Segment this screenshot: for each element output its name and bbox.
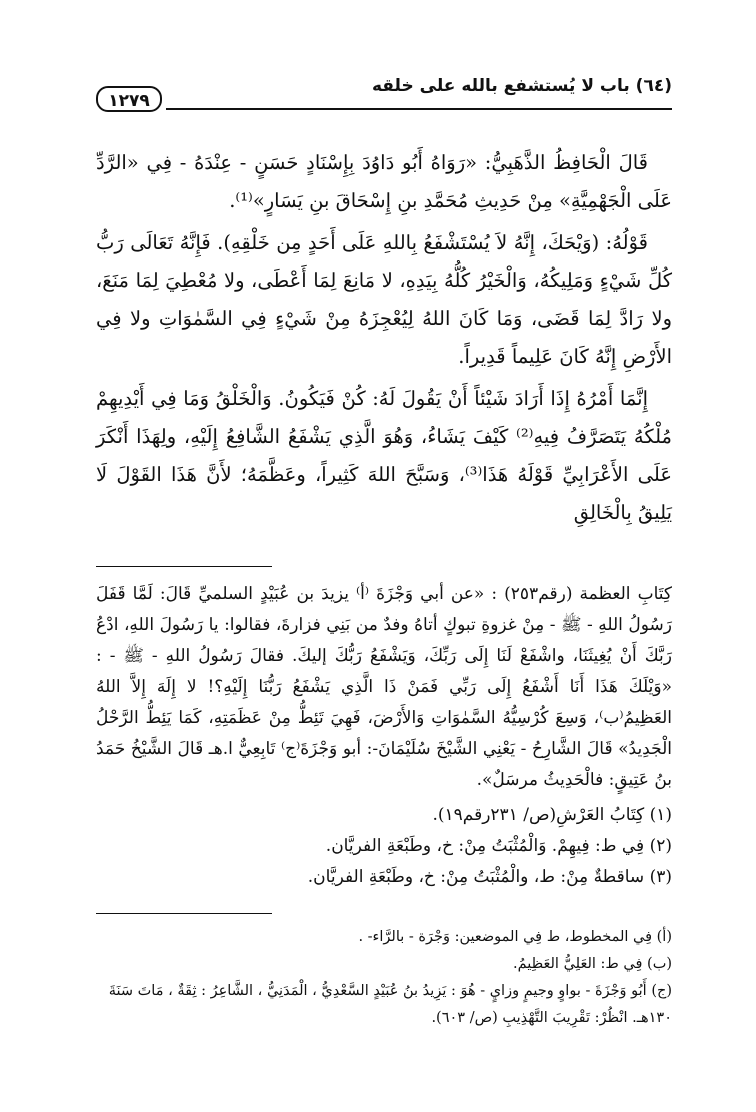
footnote-continuation [96,579,672,796]
footnote-1: (١) كِتَابُ العَرْشِ(ص/ ٢٣١رقم١٩). [432,805,672,825]
footnote-continuation-text: كِتَابِ العظمة (رقم٢٥٣) : «عن أبي وَجْزَةَ ⁽أ⁾ يزيدَ بن عُبَيْدٍ السلميِّ قَالَ: لَمَّا قَفَلَ رَسُولُ اللهِ - ﷺ - مِنْ غزوةِ تبوكٍ أتاهُ وفدٌ من بَنِي فزارةَ، فقالوا: يا رَسُولَ اللهِ، ادْعُ رَبَّكَ أَنْ يُغِيثَنَا، واشْفَعْ لَنَا إِلَى رَبِّكَ، وَيَشْفَعُ رَبُّكَ إليكَ. فقالَ رَسُولُ اللهِ - ﷺ - : «وَيْلَكَ هَذَا أَنَا أَشْفَعُ إِلَى رَبِّي فَمَنْ ذَا الَّذِي يَشْفَعُ رَبُّنَا إِلَيْهِ؟! لا إِلَهَ إِلاَّ اللهُ العَظِيمُ⁽ب⁾، وَسِعَ كُرْسِيُّهُ السَّمٰوَاتِ وَالأَرْضَ، فَهِيَ تَئِطُّ مِنْ عَظَمَتِهِ، كَمَا يَئِطُّ الرَّحْلُ الْجَدِيدُ» قَالَ الشَّارِحُ - يَعْنِي الشَّيْخَ سُلَيْمَانَ-: أبو وَجْزَةَ⁽ج⁾ تَابِعِيٌّ ا.هـ قَالَ الشَّيْخُ حَمَدُ بنُ عَتِيقٍ: فالْحَدِيثُ مرسَلٌ». [96,584,672,790]
book-page [96,68,672,1032]
editor-note-c: (ج) أَبُو وَجْزَةَ - بواوٍ وجيمٍ وزايٍ - هُوَ : يَزِيدُ بنُ عُبَيْدٍ السَّعْدِيُّ ، الْمَدَنِيُّ ، الشَّاعِرُ : ثِقَةٌ ، مَاتَ سَنَةَ [108,983,672,999]
footnote-3: (٣) ساقطةٌ مِنْ: ط، والْمُثْبَتُ مِنْ: خ، وطَبْعَةِ الفريَّان. [307,867,672,887]
footnotes-list [96,800,672,893]
main-text [96,144,672,532]
chapter-title: (٦٤) باب لا يُستشفع بالله على خلقه [372,76,672,96]
footnote-2: (٢) فِي ط: فِيهِمْ. وَالْمُثْبَتُ مِنْ: خ، وطَبْعَةِ الفريَّان. [325,836,672,856]
editor-notes-separator [96,913,272,914]
editor-notes [96,924,672,1032]
footnote-separator [96,566,272,567]
paragraph-1: قَالَ الْحَافِظُ الذَّهَبِيُّ: «رَوَاهُ أَبُو دَاوُدَ بِإِسْنَادٍ حَسَنٍ - عِنْدَهُ - فِي «الرَّدِّ عَلَى الْجَهْمِيَّةِ» مِنْ حَدِيثِ مُحَمَّدِ بنِ إِسْحَاقَ بنِ يَسَارٍ»⁽¹⁾. [96,151,672,212]
page-header [96,68,672,116]
paragraph-3: إِنَّمَا أَمْرُهُ إِذَا أَرَادَ شَيْئاً أَنْ يَقُولَ لَهُ: كُنْ فَيَكُونُ. وَالْخَلْقُ وَمَا فِي أَيْدِيهِمْ مُلْكُهُ يَتَصَرَّفُ فِيهِ⁽²⁾ كَيْفَ يَشَاءُ، وَهُوَ الَّذِي يَشْفَعُ الشَّافِعُ إِلَيْهِ، ولِهَذَا أَنْكَرَ عَلَى الأَعْرَابِيِّ قَوْلَهُ هَذَا⁽³⁾، وَسَبَّحَ اللهَ كَثِيراً، وعَظَّمَهُ؛ لأَنَّ هَذَا القَوْلَ لَا يَلِيقُ بِالْخَالِقِ [96,387,672,524]
editor-note-c-continued: ١٣٠هـ. انْظُرْ: تَقْرِيبَ التَّهْذِيبِ (ص/ ٦٠٣). [431,1010,672,1026]
editor-note-b: (ب) فِي ط: العَلِيُّ العَظِيمُ. [512,956,672,972]
page-number: ١٢٧٩ [96,86,162,112]
editor-note-a: (أ) فِي المخطوط، ط فِي الموضعين: وَجْرَة - بالرَّاء- . [358,929,672,945]
header-rule [166,108,672,110]
paragraph-2: قَوْلُهُ: (وَيْحَكَ، إِنَّهُ لاَ يُسْتَشْفَعُ بِاللهِ عَلَى أَحَدٍ مِن خَلْقِهِ). فَإِنَّهُ تَعَالَى رَبُّ كُلِّ شَيْءٍ وَمَلِيكُهُ، وَالْخَيْرُ كُلُّهُ بِيَدِهِ، لا مَانِعَ لِمَا أَعْطَى، ولا مُعْطِيَ لِمَا مَنَعَ، ولا رَادَّ لِمَا قَضَى، وَمَا كَانَ اللهُ لِيُعْجِزَهُ مِنْ شَيْءٍ فِي السَّمٰوَاتِ ولا فِي الأَرْضِ إِنَّهُ كَانَ عَلِيماً قَدِيراً. [96,231,672,368]
